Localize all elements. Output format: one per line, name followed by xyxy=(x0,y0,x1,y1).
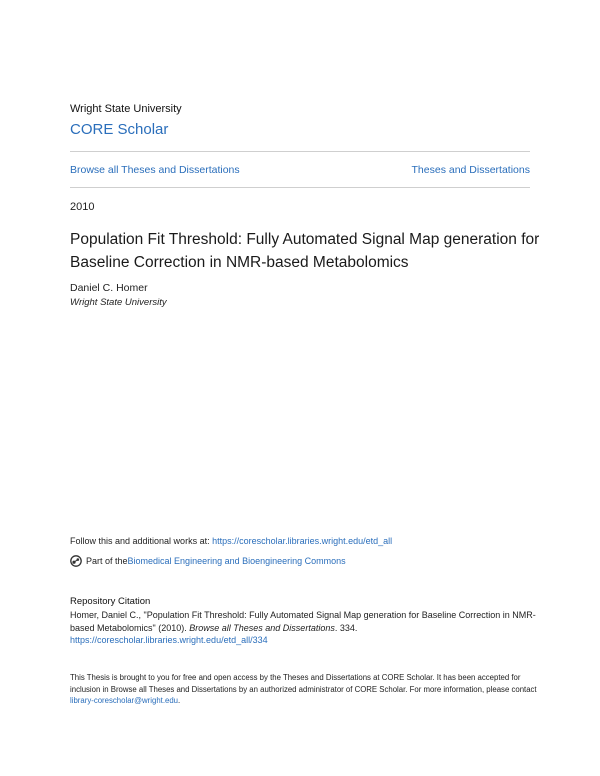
follow-line xyxy=(70,536,392,546)
follow-url-link[interactable]: https://corescholar.libraries.wright.edu/etd_all xyxy=(212,536,393,546)
citation-number: . 334. xyxy=(334,622,358,633)
browse-all-theses-link[interactable]: Browse all Theses and Dissertations xyxy=(70,164,240,176)
repository-citation-heading: Repository Citation xyxy=(70,596,151,607)
contact-email-link[interactable]: library-corescholar@wright.edu xyxy=(70,696,179,705)
top-divider xyxy=(70,151,530,152)
publication-year: 2010 xyxy=(70,201,95,213)
author-affiliation: Wright State University xyxy=(70,297,167,308)
biomedical-commons-link[interactable]: Biomedical Engineering and Bioengineering Commons xyxy=(127,556,346,566)
citation-url-link[interactable]: https://corescholar.libraries.wright.edu/etd_all/334 xyxy=(70,635,268,645)
citation-text: Homer, Daniel C., "Population Fit Threshold: Fully Automated Signal Map generation for Baseline Correction in NMR-based Metabolomics" (2010). xyxy=(70,610,536,633)
part-of-prefix: Part of the xyxy=(86,556,128,566)
citation-series: Browse all Theses and Dissertations xyxy=(189,622,335,633)
core-scholar-link[interactable]: CORE Scholar xyxy=(70,121,169,138)
notice-end: . xyxy=(178,696,181,705)
bottom-divider xyxy=(70,187,530,188)
commons-network-icon xyxy=(70,555,82,567)
access-notice xyxy=(70,672,540,707)
author-name: Daniel C. Homer xyxy=(70,282,148,294)
notice-text: This Thesis is brought to you for free and open access by the Theses and Dissertations at CORE Scholar. It has been accepted for inclusion in Browse all Theses and Dissertations by an authorized administrator of CORE Scholar. For more information, please contact xyxy=(70,673,537,694)
university-name: Wright State University xyxy=(70,103,182,115)
follow-prefix: Follow this and additional works at: xyxy=(70,536,213,546)
document-title: Population Fit Threshold: Fully Automated Signal Map generation for Baseline Correction in NMR-based Metabolomics xyxy=(70,231,540,271)
part-of-line xyxy=(70,555,346,567)
theses-dissertations-link[interactable]: Theses and Dissertations xyxy=(411,164,530,176)
repository-citation-text xyxy=(70,609,540,647)
